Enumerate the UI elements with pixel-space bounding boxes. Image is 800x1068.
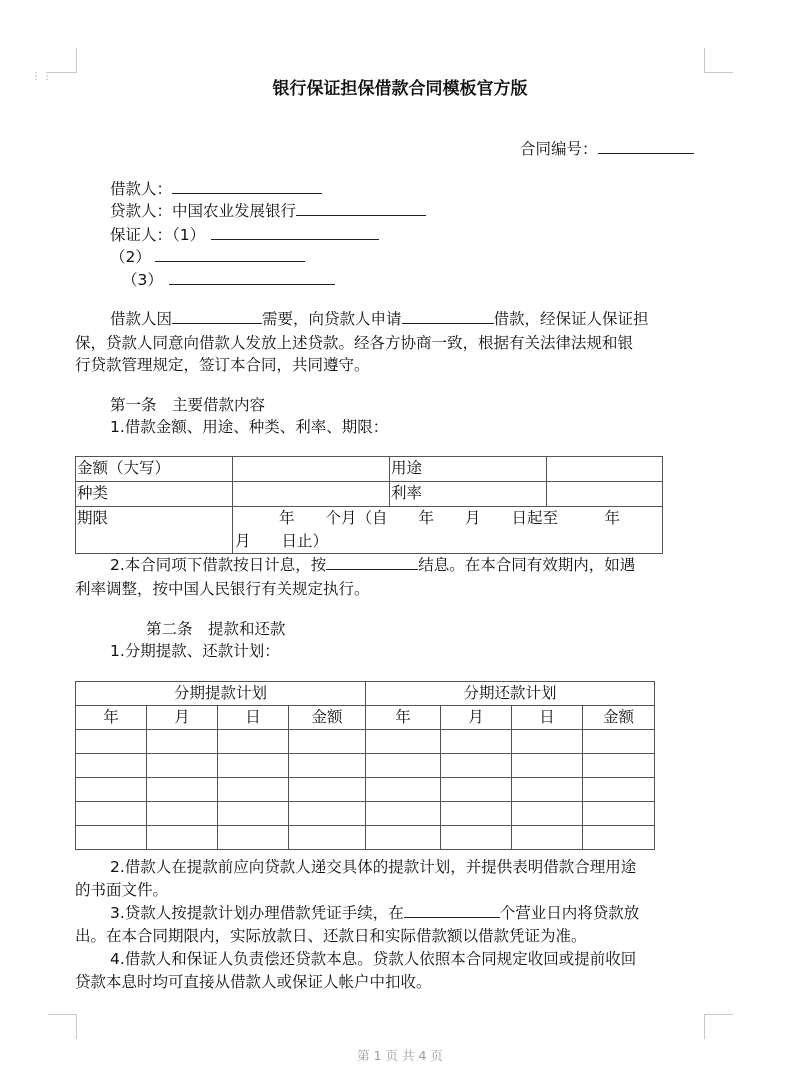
plan-cell[interactable] [366,778,441,802]
borrower-line [110,178,322,200]
draw-day-header: 日 [218,706,289,730]
table-row [76,802,655,826]
plan-cell[interactable] [147,778,218,802]
draw-month-header: 月 [147,706,218,730]
plan-cell[interactable] [583,778,655,802]
guarantor-2-blank[interactable] [155,246,305,262]
plan-cell[interactable] [289,826,366,850]
crop-mark-top-right [704,48,733,73]
disbursement-text-2: 个营业日内将贷款放 [499,904,640,922]
page-footer: 第 1 页 共 4 页 [357,1048,443,1063]
plan-cell[interactable] [512,802,583,826]
lender-blank[interactable] [296,200,426,216]
plan-cell[interactable] [289,802,366,826]
contract-number-label: 合同编号： [520,140,598,158]
plan-cell[interactable] [218,730,289,754]
term-line-1: 年 个月（自 年 月 日起至 年 [279,509,621,527]
repayment-plan-table [75,681,655,850]
plan-cell[interactable] [147,754,218,778]
plan-cell[interactable] [512,754,583,778]
table-row [76,507,663,554]
article-1-heading: 第一条 主要借款内容 [110,396,266,414]
plan-cell[interactable] [147,802,218,826]
plan-cell[interactable] [441,730,512,754]
intro-text-2: 需要，向贷款人申请 [262,310,402,328]
table-row [76,754,655,778]
kind-value-cell[interactable] [233,482,390,507]
article-2-item-4-line-2: 贷款本息时均可直接从借款人或保证人帐户中扣收。 [75,973,432,991]
plan-cell[interactable] [366,754,441,778]
crop-mark-top-left [48,48,77,73]
article-2-item-3-line-1 [110,902,639,924]
article-2-item-3-line-2: 出。在本合同期限内，实际放款日、还款日和实际借款额以借款凭证为准。 [75,927,587,945]
plan-cell[interactable] [218,754,289,778]
term-value-cell[interactable] [233,507,663,554]
draw-plan-header: 分期提款计划 [76,682,366,706]
guarantor-3-line [122,269,335,291]
draw-amount-header: 金额 [289,706,366,730]
plan-cell[interactable] [441,754,512,778]
plan-cell[interactable] [441,802,512,826]
purpose-label: 用途 [390,457,547,482]
plan-cell[interactable] [76,802,147,826]
plan-cell[interactable] [289,778,366,802]
rate-label: 利率 [390,482,547,507]
borrower-blank[interactable] [172,178,322,194]
article-2-item-4-line-1: 4.借款人和保证人负责偿还贷款本息。贷款人依照本合同规定收回或提前收回 [110,950,637,968]
business-days-blank[interactable] [404,902,500,918]
intro-text-3: 借款，经保证人保证担 [493,310,649,328]
loan-details-table [75,456,663,554]
amount-label: 金额（大写） [76,457,233,482]
table-row [76,730,655,754]
amount-value-cell[interactable] [233,457,390,482]
plan-cell[interactable] [366,730,441,754]
plan-cell[interactable] [76,778,147,802]
term-label: 期限 [76,507,233,554]
purpose-value-cell[interactable] [547,457,663,482]
plan-cell[interactable] [289,730,366,754]
plan-cell[interactable] [366,802,441,826]
document-title: 银行保证担保借款合同模板官方版 [272,79,528,99]
interest-method-blank[interactable] [326,554,418,570]
lender-label: 贷款人： [110,202,173,220]
plan-cell[interactable] [583,754,655,778]
intro-line-2: 保，贷款人同意向借款人发放上述贷款。经各方协商一致，根据有关法律法规和银 [75,334,634,352]
table-row [76,457,663,482]
borrower-label: 借款人： [110,180,173,198]
repay-plan-header: 分期还款计划 [366,682,655,706]
interest-text-1: 2.本合同项下借款按日计息，按 [110,556,327,574]
lender-line [110,200,426,222]
table-row [76,682,655,706]
guarantor-3-blank[interactable] [169,269,335,285]
crop-mark-bottom-left [48,1014,77,1039]
plan-cell[interactable] [289,754,366,778]
reason-blank[interactable] [172,308,262,324]
repay-year-header: 年 [366,706,441,730]
loan-type-blank[interactable] [402,308,494,324]
article-2-item-2-line-2: 的书面文件。 [75,881,169,899]
plan-cell[interactable] [218,826,289,850]
guarantor-2-number: （2） [110,248,151,266]
rate-value-cell[interactable] [547,482,663,507]
plan-cell[interactable] [583,826,655,850]
guarantor-1-blank[interactable] [211,224,379,240]
plan-cell[interactable] [218,778,289,802]
table-row [76,706,655,730]
plan-cell[interactable] [218,802,289,826]
intro-line-3: 行贷款管理规定，签订本合同，共同遵守。 [75,356,370,374]
plan-cell[interactable] [147,826,218,850]
table-row [76,826,655,850]
guarantor-1-number: （1） [172,226,206,244]
article-1-item-2-line-2: 利率调整，按中国人民银行有关规定执行。 [75,580,370,598]
article-2-item-1: 1.分期提款、还款计划： [110,642,280,660]
plan-cell[interactable] [76,826,147,850]
guarantor-line [110,224,379,246]
term-line-2: 月 日止） [235,532,329,550]
plan-cell[interactable] [441,778,512,802]
repay-amount-header: 金额 [583,706,655,730]
plan-cell[interactable] [583,730,655,754]
guarantor-3-number: （3） [122,271,163,289]
article-1-item-1: 1.借款金额、用途、种类、利率、期限： [110,418,389,436]
table-row [76,778,655,802]
intro-text-1: 借款人因 [110,310,173,328]
plan-cell[interactable] [583,802,655,826]
crop-mark-bottom-right [704,1014,733,1039]
guarantor-label: 保证人： [110,226,173,244]
plan-cell[interactable] [76,730,147,754]
article-2-heading: 第二条 提款和还款 [146,620,286,638]
plan-cell[interactable] [512,778,583,802]
plan-cell[interactable] [366,826,441,850]
plan-cell[interactable] [147,730,218,754]
contract-number [520,138,694,160]
contract-number-blank[interactable] [598,138,694,154]
draw-year-header: 年 [76,706,147,730]
article-2-item-2-line-1: 2.借款人在提款前应向贷款人递交具体的提款计划，并提供表明借款合理用途 [110,858,637,876]
kind-label: 种类 [76,482,233,507]
repay-month-header: 月 [441,706,512,730]
interest-text-2: 结息。在本合同有效期内，如遇 [418,556,636,574]
plan-cell[interactable] [512,730,583,754]
lender-value: 中国农业发展银行 [172,202,297,220]
plan-cell[interactable] [512,826,583,850]
plan-cell[interactable] [441,826,512,850]
article-1-item-2-line-1 [110,554,635,576]
disbursement-text-1: 3.贷款人按提款计划办理借款凭证手续，在 [110,904,404,922]
plan-cell[interactable] [76,754,147,778]
guarantor-2-line [110,246,305,268]
drag-handle-icon[interactable]: ⋮⋮ [31,71,53,82]
intro-line-1 [110,308,649,330]
repay-day-header: 日 [512,706,583,730]
table-row [76,482,663,507]
